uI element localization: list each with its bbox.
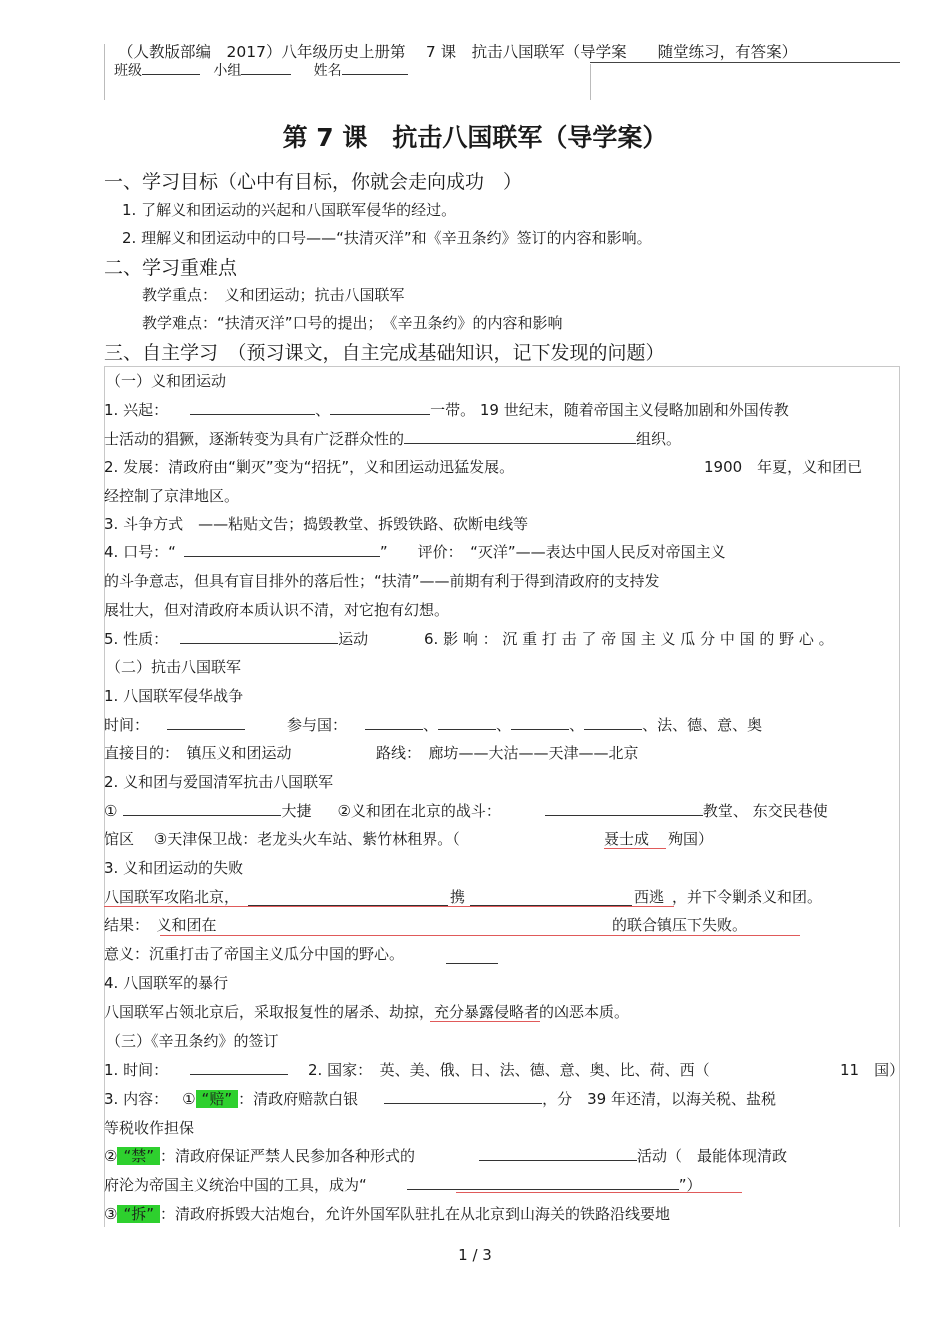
goal-item-1: 1. 了解义和团运动的兴起和八国联军侵华的经过。 bbox=[122, 201, 457, 219]
difficult-point: 教学难点：“扶清灭洋”口号的提出； 《辛丑条约》的内容和影响 bbox=[142, 314, 563, 332]
fail-line-d: ，并下令剿杀义和团。 bbox=[672, 888, 823, 906]
content-line-2 bbox=[104, 1145, 787, 1166]
slogan-line-3: 展壮大，但对清政府本质认识不清，对它抱有幻想。 bbox=[104, 601, 450, 619]
party-blank-4[interactable] bbox=[584, 728, 642, 730]
treaty-countries-n: 11 国） bbox=[840, 1061, 905, 1079]
slogan-line bbox=[104, 541, 726, 562]
c2-num: ② bbox=[104, 1147, 118, 1165]
content-line-1 bbox=[104, 1088, 776, 1109]
student-info-row bbox=[114, 60, 408, 80]
lesson-title: 第 7 课 抗击八国联军（导学案） bbox=[282, 123, 668, 152]
fail-line-a: 八国联军攻陷北京， bbox=[104, 888, 240, 906]
rise-blank-3[interactable] bbox=[404, 442, 636, 444]
fail-line-c: 西逃 bbox=[634, 888, 665, 906]
method-line: 3. 斗争方式 ——粘贴文告；捣毁教堂、拆毁铁路、砍断电线等 bbox=[104, 515, 529, 533]
atrocity-heading: 4. 八国联军的暴行 bbox=[104, 974, 229, 992]
dev-line-2: 经控制了京津地区。 bbox=[104, 487, 240, 505]
rise-text: 一带。 19 世纪末，随着帝国主义侵略加剧和外国传教 bbox=[430, 401, 789, 419]
influence-line: 6. 影 响 ： 沉 重 打 击 了 帝 国 主 义 瓜 分 中 国 的 野 心 。 bbox=[424, 630, 834, 648]
rise-text-3: 组织。 bbox=[636, 430, 682, 448]
section1-heading: 一、学习目标（心中有目标，你就会走向成功 ） bbox=[104, 171, 523, 193]
c2-tag: “禁” bbox=[117, 1147, 160, 1165]
rise-blank-1[interactable] bbox=[190, 413, 315, 415]
time-label: 时间： bbox=[104, 716, 150, 734]
section2-heading: 二、学习重难点 bbox=[104, 257, 238, 279]
red-annotation-1 bbox=[604, 848, 666, 849]
nature-line bbox=[104, 628, 368, 649]
group-label: 小组 bbox=[213, 63, 242, 79]
section3-heading: 三、自主学习 （预习课文，自主完成基础知识，记下发现的问题） bbox=[104, 342, 665, 364]
rise-text-2: 士活动的猖獗，逐渐转变为具有广泛群众性的 bbox=[104, 430, 405, 448]
atrocity-text: 八国联军占领北京后，采取报复性的屠杀、劫掠，充分暴露侵略者的凶恶本质。 bbox=[104, 1003, 630, 1021]
church-blank[interactable] bbox=[545, 814, 703, 816]
slogan-line-2: 的斗争意志，但具有盲目排外的落后性；“扶清”——前期有利于得到清政府的支持发 bbox=[104, 572, 660, 590]
content-line-1b: 等税收作担保 bbox=[104, 1119, 195, 1137]
group-blank[interactable] bbox=[241, 73, 291, 75]
c3-text: ：清政府拆毁大沽炮台，允许外国军队驻扎在从北京到山海关的铁路沿线要地 bbox=[160, 1205, 671, 1223]
c2-text-d: ”） bbox=[678, 1176, 702, 1194]
purpose-line: 直接目的： 镇压义和团运动 bbox=[104, 744, 292, 762]
result-line-b: 的联合镇压下失败。 bbox=[612, 916, 748, 934]
c1-num: ① bbox=[182, 1090, 196, 1108]
nie-shicheng: 聂士成 bbox=[604, 830, 650, 848]
treaty-time-label: 1. 时间： bbox=[104, 1061, 169, 1079]
resist-line bbox=[104, 800, 828, 821]
victory-blank[interactable] bbox=[123, 814, 281, 816]
c2-text-c: 府沦为帝国主义统治中国的工具，成为“ bbox=[104, 1176, 367, 1194]
slogan-label: 4. 口号：“ bbox=[104, 543, 176, 561]
goal-item-2: 2. 理解义和团运动中的口号——“扶清灭洋”和《辛丑条约》签订的内容和影响。 bbox=[122, 229, 652, 247]
parties-label: 参与国： bbox=[287, 716, 348, 734]
time-blank[interactable] bbox=[167, 728, 245, 730]
name-blank[interactable] bbox=[342, 73, 408, 75]
slogan-blank[interactable] bbox=[184, 555, 380, 557]
c2-text-b: 活动（ 最能体现清政 bbox=[637, 1147, 788, 1165]
header-rule bbox=[590, 62, 900, 63]
nie-tail: 殉国） bbox=[668, 830, 714, 848]
header-left-border bbox=[104, 44, 105, 100]
indemnity-blank[interactable] bbox=[384, 1102, 542, 1104]
tool-blank[interactable] bbox=[407, 1188, 679, 1190]
church-tail: 教堂、 东交民巷使 bbox=[702, 802, 828, 820]
rise-line bbox=[104, 399, 789, 420]
content-label: 3. 内容： bbox=[104, 1090, 169, 1108]
parties-tail: 、法、德、意、奥 bbox=[642, 716, 763, 734]
c2-text: ：清政府保证严禁人民参加各种形式的 bbox=[160, 1147, 416, 1165]
c1-text-b: ，分 39 年还清，以海关税、盐税 bbox=[542, 1090, 776, 1108]
treaty-time-line bbox=[104, 1059, 288, 1080]
content-line-3 bbox=[104, 1203, 670, 1224]
resist-num-1: ① bbox=[104, 802, 118, 820]
dev-line-b: 1900 年夏，义和团已 bbox=[704, 458, 863, 476]
key-point: 教学重点： 义和团运动；抗击八国联军 bbox=[142, 286, 405, 304]
c3-tag: “拆” bbox=[117, 1205, 160, 1223]
time-parties-line: 时间： 参与国： 、 、 、 、法、德、意、奥 bbox=[104, 716, 763, 734]
class-blank[interactable] bbox=[142, 73, 200, 75]
nature-label: 5. 性质： bbox=[104, 630, 169, 648]
tianjin-line: 馆区 ③天津保卫战：老龙头火车站、紫竹林租界。（ bbox=[104, 830, 460, 848]
red-annotation-2 bbox=[104, 906, 674, 907]
red-annotation-4 bbox=[430, 1021, 540, 1022]
nature-blank[interactable] bbox=[180, 642, 338, 644]
c1-tag: “赔” bbox=[196, 1090, 239, 1108]
resist-heading: 2. 义和团与爱国清军抗击八国联军 bbox=[104, 773, 334, 791]
name-label: 姓名 bbox=[313, 63, 342, 79]
part1-title: （一）义和团运动 bbox=[106, 372, 227, 390]
war-heading: 1. 八国联军侵华战争 bbox=[104, 687, 244, 705]
ban-blank[interactable] bbox=[479, 1159, 637, 1161]
fail-line-b: 携 bbox=[450, 888, 466, 906]
doc-header-title: （人教版部编 2017）八年级历史上册第 7 课 抗击八国联军（导学案 随堂练习，有答案） bbox=[118, 43, 798, 61]
nature-tail: 运动 bbox=[338, 630, 369, 648]
treaty-time-blank[interactable] bbox=[190, 1073, 288, 1075]
party-blank-3[interactable] bbox=[511, 728, 569, 730]
meaning-line: 意义：沉重打击了帝国主义瓜分中国的野心。 bbox=[104, 945, 405, 963]
rise-blank-2[interactable] bbox=[330, 413, 430, 415]
red-annotation-3 bbox=[160, 935, 800, 936]
part3-title: （三）《辛丑条约》的签订 bbox=[106, 1032, 279, 1050]
party-blank-1[interactable] bbox=[365, 728, 423, 730]
red-annotation-5 bbox=[456, 1192, 742, 1193]
header-mid-border bbox=[590, 64, 591, 100]
c3-num: ③ bbox=[104, 1205, 118, 1223]
fail-heading: 3. 义和团运动的失败 bbox=[104, 859, 244, 877]
treaty-countries: 2. 国家： 英、美、俄、日、法、德、意、奥、比、荷、西（ bbox=[308, 1061, 710, 1079]
beijing-battle: ②义和团在北京的战斗： bbox=[337, 802, 501, 820]
class-label: 班级 bbox=[114, 63, 142, 79]
c1-text: ：清政府赔款白银 bbox=[238, 1090, 359, 1108]
page-number: 1 / 3 bbox=[458, 1246, 492, 1264]
victory-tail: 大捷 bbox=[281, 802, 312, 820]
part2-title: （二）抗击八国联军 bbox=[106, 658, 242, 676]
slogan-eval: 评价： “灭洋”——表达中国人民反对帝国主义 bbox=[417, 543, 726, 561]
result-line-a: 结果： 义和团在 bbox=[104, 916, 217, 934]
route-line: 路线： 廊坊——大沽——天津——北京 bbox=[376, 744, 639, 762]
rise-sep: 、 bbox=[315, 401, 331, 419]
rise-line-2 bbox=[104, 428, 681, 449]
dev-line: 2. 发展：清政府由“剿灭”变为“招抚”，义和团运动迅猛发展。 bbox=[104, 458, 515, 476]
meaning-blank[interactable] bbox=[446, 962, 498, 964]
party-blank-2[interactable] bbox=[438, 728, 496, 730]
slogan-close: ” bbox=[379, 543, 388, 561]
rise-label: 1. 兴起： bbox=[104, 401, 169, 419]
